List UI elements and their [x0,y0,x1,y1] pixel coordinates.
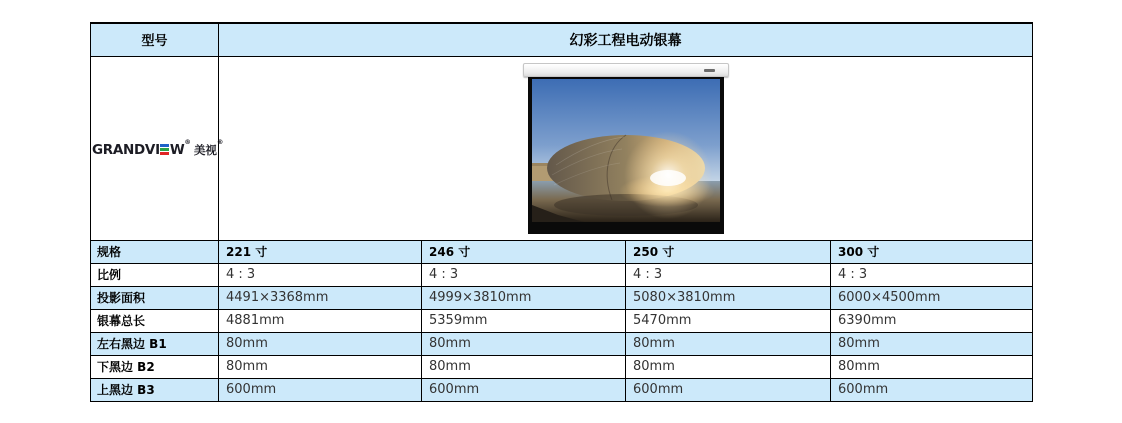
registered-mark-icon: ® [184,137,191,146]
spec-value: 4 : 3 [422,263,626,286]
spec-value: 80mm [422,355,626,378]
table-row [91,309,1033,332]
logo-text-left: GRANDVI [92,141,160,158]
grandview-logo [92,139,223,158]
screen-casing [523,63,729,77]
product-image-cell [216,56,1033,240]
spec-value: 600mm [831,378,1033,401]
row-label: 投影面积 [91,286,219,309]
brand-logo-cell [91,56,224,240]
spec-value: 4 : 3 [626,263,831,286]
screen-frame [528,77,724,234]
row-label: 上黑边 B3 [91,378,219,401]
row-label: 左右黑边 B1 [91,332,219,355]
spec-value: 250 寸 [626,240,831,263]
spec-value: 4 : 3 [219,263,422,286]
spec-value: 4 : 3 [831,263,1033,286]
row-label: 下黑边 B2 [91,355,219,378]
table-row [91,286,1033,309]
spec-value: 4491×3368mm [219,286,422,309]
logo-text-right: W [169,141,185,158]
spec-value: 6000×4500mm [831,286,1033,309]
table-row [91,332,1033,355]
header-row [91,23,1033,56]
spec-table [90,22,1033,402]
spec-value: 300 寸 [831,240,1033,263]
spec-value: 5080×3810mm [626,286,831,309]
table-row [91,378,1033,401]
screen-handle-icon [704,69,715,72]
spec-value: 5470mm [626,309,831,332]
spec-value: 5359mm [422,309,626,332]
projection-screen-photo [523,63,729,234]
image-row [91,56,1033,240]
table-row [91,263,1033,286]
model-header-cell: 型号 [91,23,219,56]
table-row [91,240,1033,263]
table-row [91,355,1033,378]
spec-value: 80mm [219,355,422,378]
row-label: 规格 [91,240,219,263]
spec-value: 6390mm [831,309,1033,332]
spec-value: 221 寸 [219,240,422,263]
spec-value: 4999×3810mm [422,286,626,309]
spec-value: 80mm [219,332,422,355]
spec-value: 80mm [626,355,831,378]
row-label: 银幕总长 [91,309,219,332]
spec-value: 80mm [626,332,831,355]
spec-value: 600mm [219,378,422,401]
spec-value: 600mm [422,378,626,401]
page-title: 幻彩工程电动银幕 [219,23,1033,56]
spec-value: 80mm [422,332,626,355]
logo-chinese-name: 美视 [193,142,217,157]
spec-value: 80mm [831,332,1033,355]
spec-value: 80mm [831,355,1033,378]
logo-e-bars-icon [160,144,169,155]
row-label: 比例 [91,263,219,286]
screen-picture-opera-house [532,79,720,222]
spec-value: 4881mm [219,309,422,332]
spec-value: 246 寸 [422,240,626,263]
spec-value: 600mm [626,378,831,401]
registered-mark-icon: ® [216,137,224,146]
